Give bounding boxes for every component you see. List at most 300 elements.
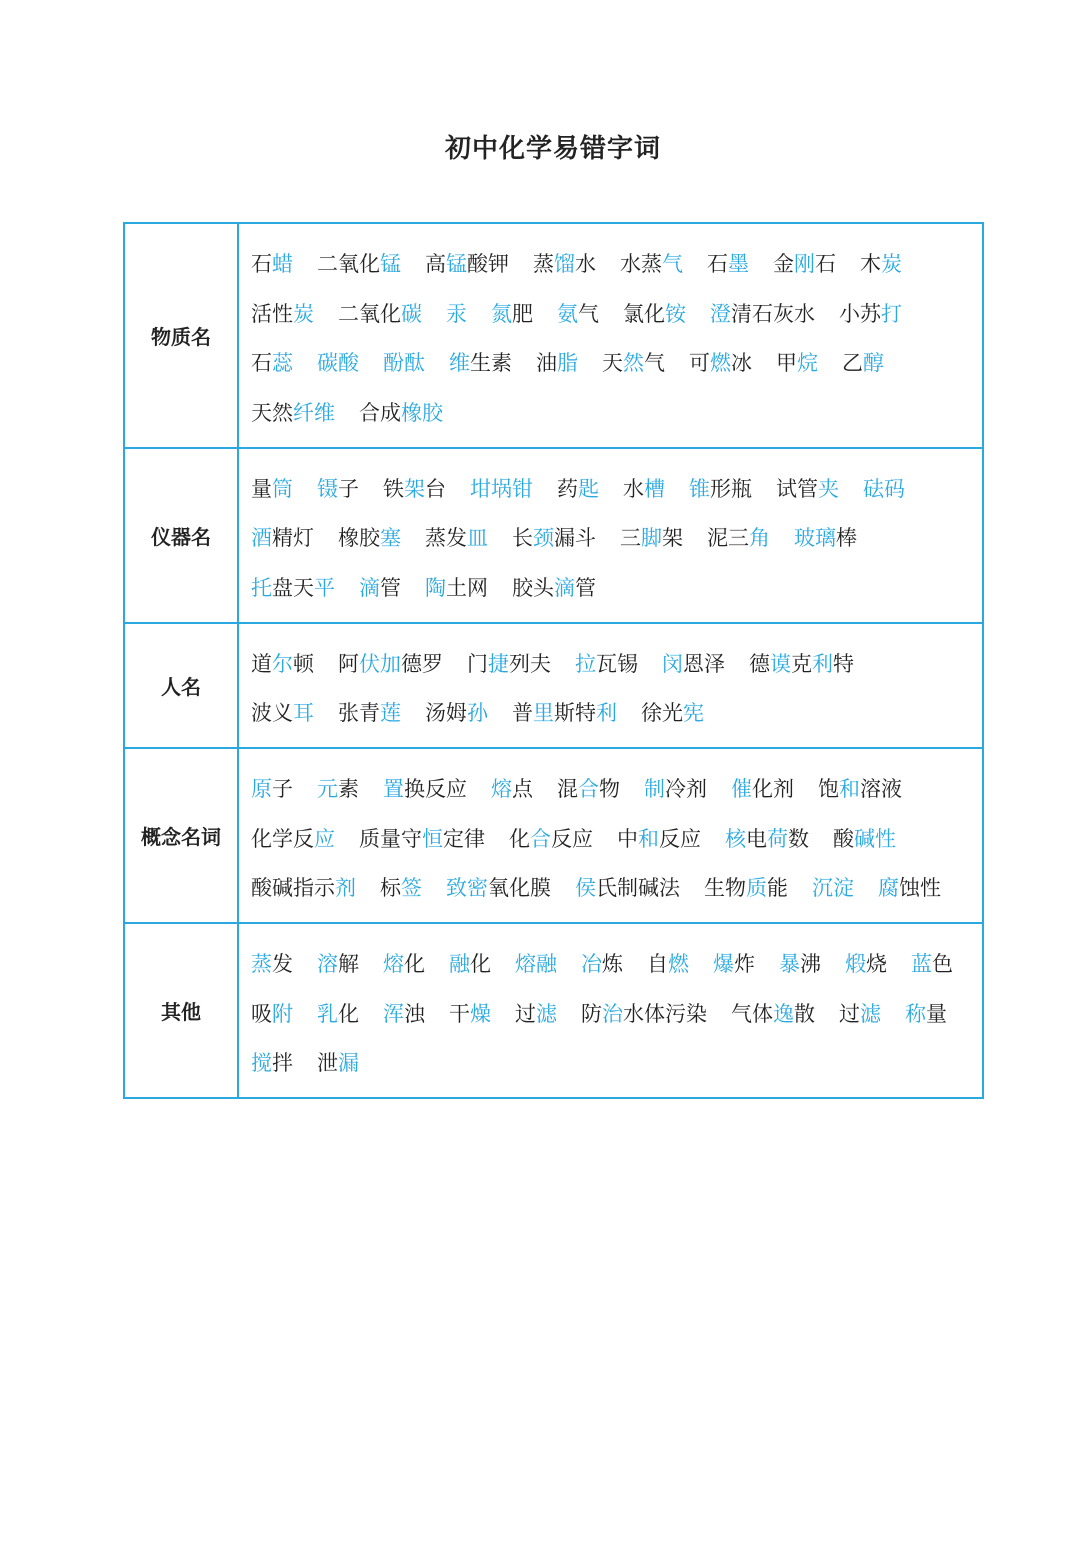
- term-text: 炸: [734, 952, 755, 976]
- term-text: 过: [839, 1001, 860, 1026]
- term: [338, 695, 401, 731]
- highlighted-char: 催: [731, 777, 752, 801]
- term: [491, 771, 533, 807]
- term: [317, 246, 401, 282]
- term-text: 溶液: [860, 777, 902, 801]
- term: [251, 471, 293, 507]
- term: [383, 471, 446, 507]
- term: [839, 296, 902, 332]
- term-text: 小苏: [839, 301, 881, 326]
- term-text: 标: [380, 876, 401, 900]
- term-text: 生物: [704, 876, 746, 900]
- highlighted-char: 称: [905, 1001, 926, 1026]
- term-text: 反应: [551, 826, 593, 851]
- highlighted-char: 签: [401, 876, 422, 900]
- highlighted-char: 熔: [491, 777, 512, 801]
- term: [644, 771, 707, 807]
- highlighted-char: 尔: [272, 651, 293, 676]
- term: [338, 296, 422, 332]
- term: [641, 695, 704, 731]
- highlighted-char: 质: [746, 876, 767, 900]
- page-title: 初中化学易错字词: [444, 134, 661, 164]
- term: [317, 946, 359, 982]
- term: [860, 246, 902, 282]
- highlighted-char: 里: [533, 701, 554, 725]
- term: [776, 471, 839, 507]
- term: [383, 996, 425, 1032]
- term: [425, 246, 509, 282]
- term: [533, 246, 596, 282]
- highlighted-char: 锰: [446, 252, 467, 276]
- term: [251, 646, 314, 682]
- highlighted-char: 燃: [668, 952, 689, 976]
- highlighted-char: 酚酞: [383, 351, 425, 375]
- term-line: [251, 946, 982, 996]
- highlighted-char: 筒: [272, 476, 293, 501]
- highlighted-char: 铵: [665, 301, 686, 326]
- term-text: 试管: [776, 476, 818, 501]
- term-text: 克: [791, 651, 812, 676]
- term: [707, 520, 770, 556]
- highlighted-char: 核: [725, 826, 746, 851]
- term-line: [251, 996, 982, 1046]
- term-text: 形瓶: [710, 476, 752, 501]
- term-text: 瓦锡: [596, 651, 638, 676]
- term: [812, 870, 854, 906]
- term-text: 汤姆: [425, 701, 467, 725]
- term: [338, 646, 443, 682]
- term-text: 特: [833, 651, 854, 676]
- term-text: 气: [644, 351, 665, 375]
- highlighted-char: 耳: [293, 701, 314, 725]
- term-text: 可: [689, 351, 710, 375]
- term: [842, 345, 884, 381]
- highlighted-char: 溶: [317, 952, 338, 976]
- term: [383, 946, 425, 982]
- term-text: 土网: [446, 575, 488, 600]
- term: [878, 870, 941, 906]
- term-text: 氏制碱法: [596, 876, 680, 900]
- term: [359, 570, 401, 606]
- highlighted-char: 玻璃: [794, 526, 836, 550]
- term-text: 阿: [338, 651, 359, 676]
- term-line: [251, 345, 982, 395]
- term-text: 拌: [272, 1051, 293, 1075]
- term: [251, 771, 293, 807]
- highlighted-char: 蓝: [911, 952, 932, 976]
- term: [380, 870, 422, 906]
- term: [623, 471, 665, 507]
- highlighted-char: 打: [881, 301, 902, 326]
- term: [515, 996, 557, 1032]
- term-text: 活性: [251, 301, 293, 326]
- term: [383, 771, 467, 807]
- term-text: 漏斗: [554, 526, 596, 550]
- term: [383, 345, 425, 381]
- term: [557, 771, 620, 807]
- term: [725, 821, 809, 857]
- term-text: 架: [662, 526, 683, 550]
- term: [731, 771, 794, 807]
- term-text: 蒸: [533, 252, 554, 276]
- term-text: 德: [749, 651, 770, 676]
- highlighted-char: 橡胶: [401, 400, 443, 425]
- term: [251, 296, 314, 332]
- category-row: [124, 223, 983, 448]
- highlighted-char: 架: [404, 476, 425, 501]
- term-text: 自: [647, 952, 668, 976]
- term: [449, 996, 491, 1032]
- highlighted-char: 利: [812, 651, 833, 676]
- term: [845, 946, 887, 982]
- term: [704, 870, 788, 906]
- term-text: 盘天: [272, 575, 314, 600]
- term: [689, 471, 752, 507]
- term-text: 化: [338, 1001, 359, 1026]
- highlighted-char: 侯: [575, 876, 596, 900]
- term-text: 色: [932, 952, 953, 976]
- highlighted-char: 塞: [380, 526, 401, 550]
- term-text: 顿: [293, 651, 314, 676]
- highlighted-char: 纤维: [293, 400, 335, 425]
- highlighted-char: 闵: [662, 651, 683, 676]
- term: [425, 520, 488, 556]
- term-text: 子: [338, 476, 359, 501]
- term-text: 气: [578, 301, 599, 326]
- term: [359, 821, 485, 857]
- highlighted-char: 谟: [770, 651, 791, 676]
- error-prone-words-table: [123, 222, 984, 1099]
- term-text: 甲: [776, 351, 797, 375]
- category-terms: [238, 623, 983, 749]
- term-text: 化: [404, 952, 425, 976]
- term-text: 合成: [359, 400, 401, 425]
- term: [449, 946, 491, 982]
- term-text: 烧: [866, 952, 887, 976]
- term-text: 冰: [731, 351, 752, 375]
- category-terms: [238, 923, 983, 1098]
- term: [317, 996, 359, 1032]
- highlighted-char: 脚: [641, 526, 662, 550]
- highlighted-char: 刚: [794, 252, 815, 276]
- highlighted-char: 然: [623, 351, 644, 375]
- term: [251, 996, 293, 1032]
- term-text: 沸: [800, 952, 821, 976]
- term: [575, 646, 638, 682]
- term-text: 气体: [731, 1001, 773, 1026]
- term: [251, 395, 335, 431]
- highlighted-char: 附: [272, 1001, 293, 1026]
- term: [359, 395, 443, 431]
- term: [710, 296, 815, 332]
- highlighted-char: 置: [383, 777, 404, 801]
- term-text: 清石灰水: [731, 301, 815, 326]
- term: [251, 570, 335, 606]
- term-text: 能: [767, 876, 788, 900]
- term-text: 天然: [251, 400, 293, 425]
- term-line: [251, 821, 982, 871]
- highlighted-char: 燃: [710, 351, 731, 375]
- term-line: [251, 870, 982, 906]
- term-text: 列夫: [509, 651, 551, 676]
- term-text: 干: [449, 1001, 470, 1026]
- category-row: [124, 748, 983, 923]
- highlighted-char: 浑: [383, 1001, 404, 1026]
- term-text: 蒸发: [425, 526, 467, 550]
- term-text: 管: [380, 575, 401, 600]
- term-text: 饱: [818, 777, 839, 801]
- term-text: 散: [794, 1001, 815, 1026]
- term-text: 油: [536, 351, 557, 375]
- highlighted-char: 滴: [554, 575, 575, 600]
- highlighted-char: 滤: [860, 1001, 881, 1026]
- term-text: 物: [599, 777, 620, 801]
- term: [749, 646, 854, 682]
- term-text: 子: [272, 777, 293, 801]
- term: [317, 471, 359, 507]
- highlighted-char: 陶: [425, 575, 446, 600]
- term-text: 化剂: [752, 777, 794, 801]
- term-text: 定律: [443, 826, 485, 851]
- term-line: [251, 695, 982, 731]
- term: [557, 296, 599, 332]
- term-line: [251, 471, 982, 521]
- highlighted-char: 气: [662, 252, 683, 276]
- highlighted-char: 煅: [845, 952, 866, 976]
- highlighted-char: 锰: [380, 252, 401, 276]
- term: [509, 821, 593, 857]
- term-text: 三: [620, 526, 641, 550]
- highlighted-char: 坩埚钳: [470, 476, 533, 501]
- term: [731, 996, 815, 1032]
- term: [662, 646, 725, 682]
- term: [512, 570, 596, 606]
- term: [779, 946, 821, 982]
- highlighted-char: 和: [638, 826, 659, 851]
- highlighted-char: 炭: [293, 301, 314, 326]
- term: [251, 821, 335, 857]
- term-text: 普: [512, 701, 533, 725]
- term-text: 天: [602, 351, 623, 375]
- term: [689, 345, 752, 381]
- highlighted-char: 馏: [554, 252, 575, 276]
- term-text: 生素: [470, 351, 512, 375]
- highlighted-char: 搅: [251, 1051, 272, 1075]
- highlighted-char: 熔融: [515, 952, 557, 976]
- term-text: 素: [338, 777, 359, 801]
- term-text: 泄: [317, 1051, 338, 1075]
- term-text: 肥: [512, 301, 533, 326]
- term-line: [251, 570, 982, 606]
- term-text: 氯化: [623, 301, 665, 326]
- highlighted-char: 维: [449, 351, 470, 375]
- term-text: 恩泽: [683, 651, 725, 676]
- term: [707, 246, 749, 282]
- term-text: 斯特: [554, 701, 596, 725]
- highlighted-char: 滤: [536, 1001, 557, 1026]
- term: [317, 771, 359, 807]
- highlighted-char: 平: [314, 575, 335, 600]
- highlighted-char: 颈: [533, 526, 554, 550]
- term-text: 台: [425, 476, 446, 501]
- highlighted-char: 墨: [728, 252, 749, 276]
- highlighted-char: 皿: [467, 526, 488, 550]
- term-text: 道: [251, 651, 272, 676]
- category-row: [124, 923, 983, 1098]
- term: [581, 996, 707, 1032]
- highlighted-char: 醇: [863, 351, 884, 375]
- term: [491, 296, 533, 332]
- term-text: 波义: [251, 701, 293, 725]
- term: [773, 246, 836, 282]
- highlighted-char: 应: [314, 826, 335, 851]
- term: [536, 345, 578, 381]
- term-text: 化: [509, 826, 530, 851]
- term: [557, 471, 599, 507]
- term-text: 量: [251, 476, 272, 501]
- category-row: [124, 448, 983, 623]
- term-text: 张青: [338, 701, 380, 725]
- term: [818, 771, 902, 807]
- term-text: 铁: [383, 476, 404, 501]
- term: [620, 520, 683, 556]
- term-text: 门: [467, 651, 488, 676]
- highlighted-char: 捷: [488, 651, 509, 676]
- term: [512, 520, 596, 556]
- term: [425, 695, 488, 731]
- category-label: 其他: [124, 923, 238, 1098]
- highlighted-char: 砝码: [863, 476, 905, 501]
- term-text: 管: [575, 575, 596, 600]
- term-text: 防: [581, 1001, 602, 1026]
- highlighted-char: 燥: [470, 1001, 491, 1026]
- term-text: 德罗: [401, 651, 443, 676]
- term-text: 精灯: [272, 526, 314, 550]
- highlighted-char: 脂: [557, 351, 578, 375]
- term: [776, 345, 818, 381]
- highlighted-char: 莲: [380, 701, 401, 725]
- term: [602, 345, 665, 381]
- highlighted-char: 融: [449, 952, 470, 976]
- highlighted-char: 熔: [383, 952, 404, 976]
- term-line: [251, 296, 982, 346]
- term-text: 反应: [659, 826, 701, 851]
- highlighted-char: 碱性: [854, 826, 896, 851]
- term-text: 冷剂: [665, 777, 707, 801]
- term-text: 二氧化: [317, 252, 380, 276]
- term-text: 炼: [602, 952, 623, 976]
- highlighted-char: 合: [530, 826, 551, 851]
- highlighted-char: 沉淀: [812, 876, 854, 900]
- highlighted-char: 氨: [557, 301, 578, 326]
- highlighted-char: 荷: [767, 826, 788, 851]
- highlighted-char: 漏: [338, 1051, 359, 1075]
- term-text: 氧化膜: [488, 876, 551, 900]
- category-label: 物质名: [124, 223, 238, 448]
- term-text: 量: [926, 1001, 947, 1026]
- term-text: 药: [557, 476, 578, 501]
- term: [911, 946, 953, 982]
- term-text: 发: [272, 952, 293, 976]
- highlighted-char: 匙: [578, 476, 599, 501]
- highlighted-char: 角: [749, 526, 770, 550]
- term-text: 化学反: [251, 826, 314, 851]
- term: [317, 345, 359, 381]
- highlighted-char: 夹: [818, 476, 839, 501]
- term: [446, 870, 551, 906]
- category-label: 概念名词: [124, 748, 238, 923]
- term-text: 泥三: [707, 526, 749, 550]
- highlighted-char: 槽: [644, 476, 665, 501]
- term-text: 水蒸: [620, 252, 662, 276]
- term: [833, 821, 896, 857]
- term: [251, 946, 293, 982]
- term: [467, 646, 551, 682]
- highlighted-char: 氮: [491, 301, 512, 326]
- category-terms: [238, 448, 983, 623]
- term: [647, 946, 689, 982]
- term-line: [251, 771, 982, 821]
- term-text: 酸钾: [467, 252, 509, 276]
- term-text: 徐光: [641, 701, 683, 725]
- category-label: 仪器名: [124, 448, 238, 623]
- highlighted-char: 蕊: [272, 351, 293, 375]
- highlighted-char: 滴: [359, 575, 380, 600]
- term-line: [251, 1045, 982, 1081]
- term-text: 蚀性: [899, 876, 941, 900]
- highlighted-char: 伏加: [359, 651, 401, 676]
- term-line: [251, 395, 982, 431]
- term: [251, 1045, 293, 1081]
- term-text: 水体污染: [623, 1001, 707, 1026]
- term-text: 石: [251, 351, 272, 375]
- term: [449, 345, 512, 381]
- highlighted-char: 碳酸: [317, 351, 359, 375]
- category-terms: [238, 223, 983, 448]
- term: [251, 246, 293, 282]
- term-text: 石: [707, 252, 728, 276]
- term-text: 长: [512, 526, 533, 550]
- term: [620, 246, 683, 282]
- category-label: 人名: [124, 623, 238, 749]
- category-row: [124, 623, 983, 749]
- highlighted-char: 拉: [575, 651, 596, 676]
- term: [863, 471, 905, 507]
- term: [251, 695, 314, 731]
- term: [251, 520, 314, 556]
- highlighted-char: 澄: [710, 301, 731, 326]
- term-text: 电: [746, 826, 767, 851]
- term-text: 水: [623, 476, 644, 501]
- term: [470, 471, 533, 507]
- highlighted-char: 孙: [467, 701, 488, 725]
- term: [338, 520, 401, 556]
- term-text: 二氧化: [338, 301, 401, 326]
- highlighted-char: 逸: [773, 1001, 794, 1026]
- highlighted-char: 锥: [689, 476, 710, 501]
- term: [713, 946, 755, 982]
- term-text: 石: [815, 252, 836, 276]
- term: [575, 870, 680, 906]
- term-text: 橡胶: [338, 526, 380, 550]
- highlighted-char: 元: [317, 777, 338, 801]
- highlighted-char: 蒸: [251, 952, 272, 976]
- term-text: 乙: [842, 351, 863, 375]
- term-line: [251, 520, 982, 570]
- term: [512, 695, 617, 731]
- highlighted-char: 冶: [581, 952, 602, 976]
- term-line: [251, 246, 982, 296]
